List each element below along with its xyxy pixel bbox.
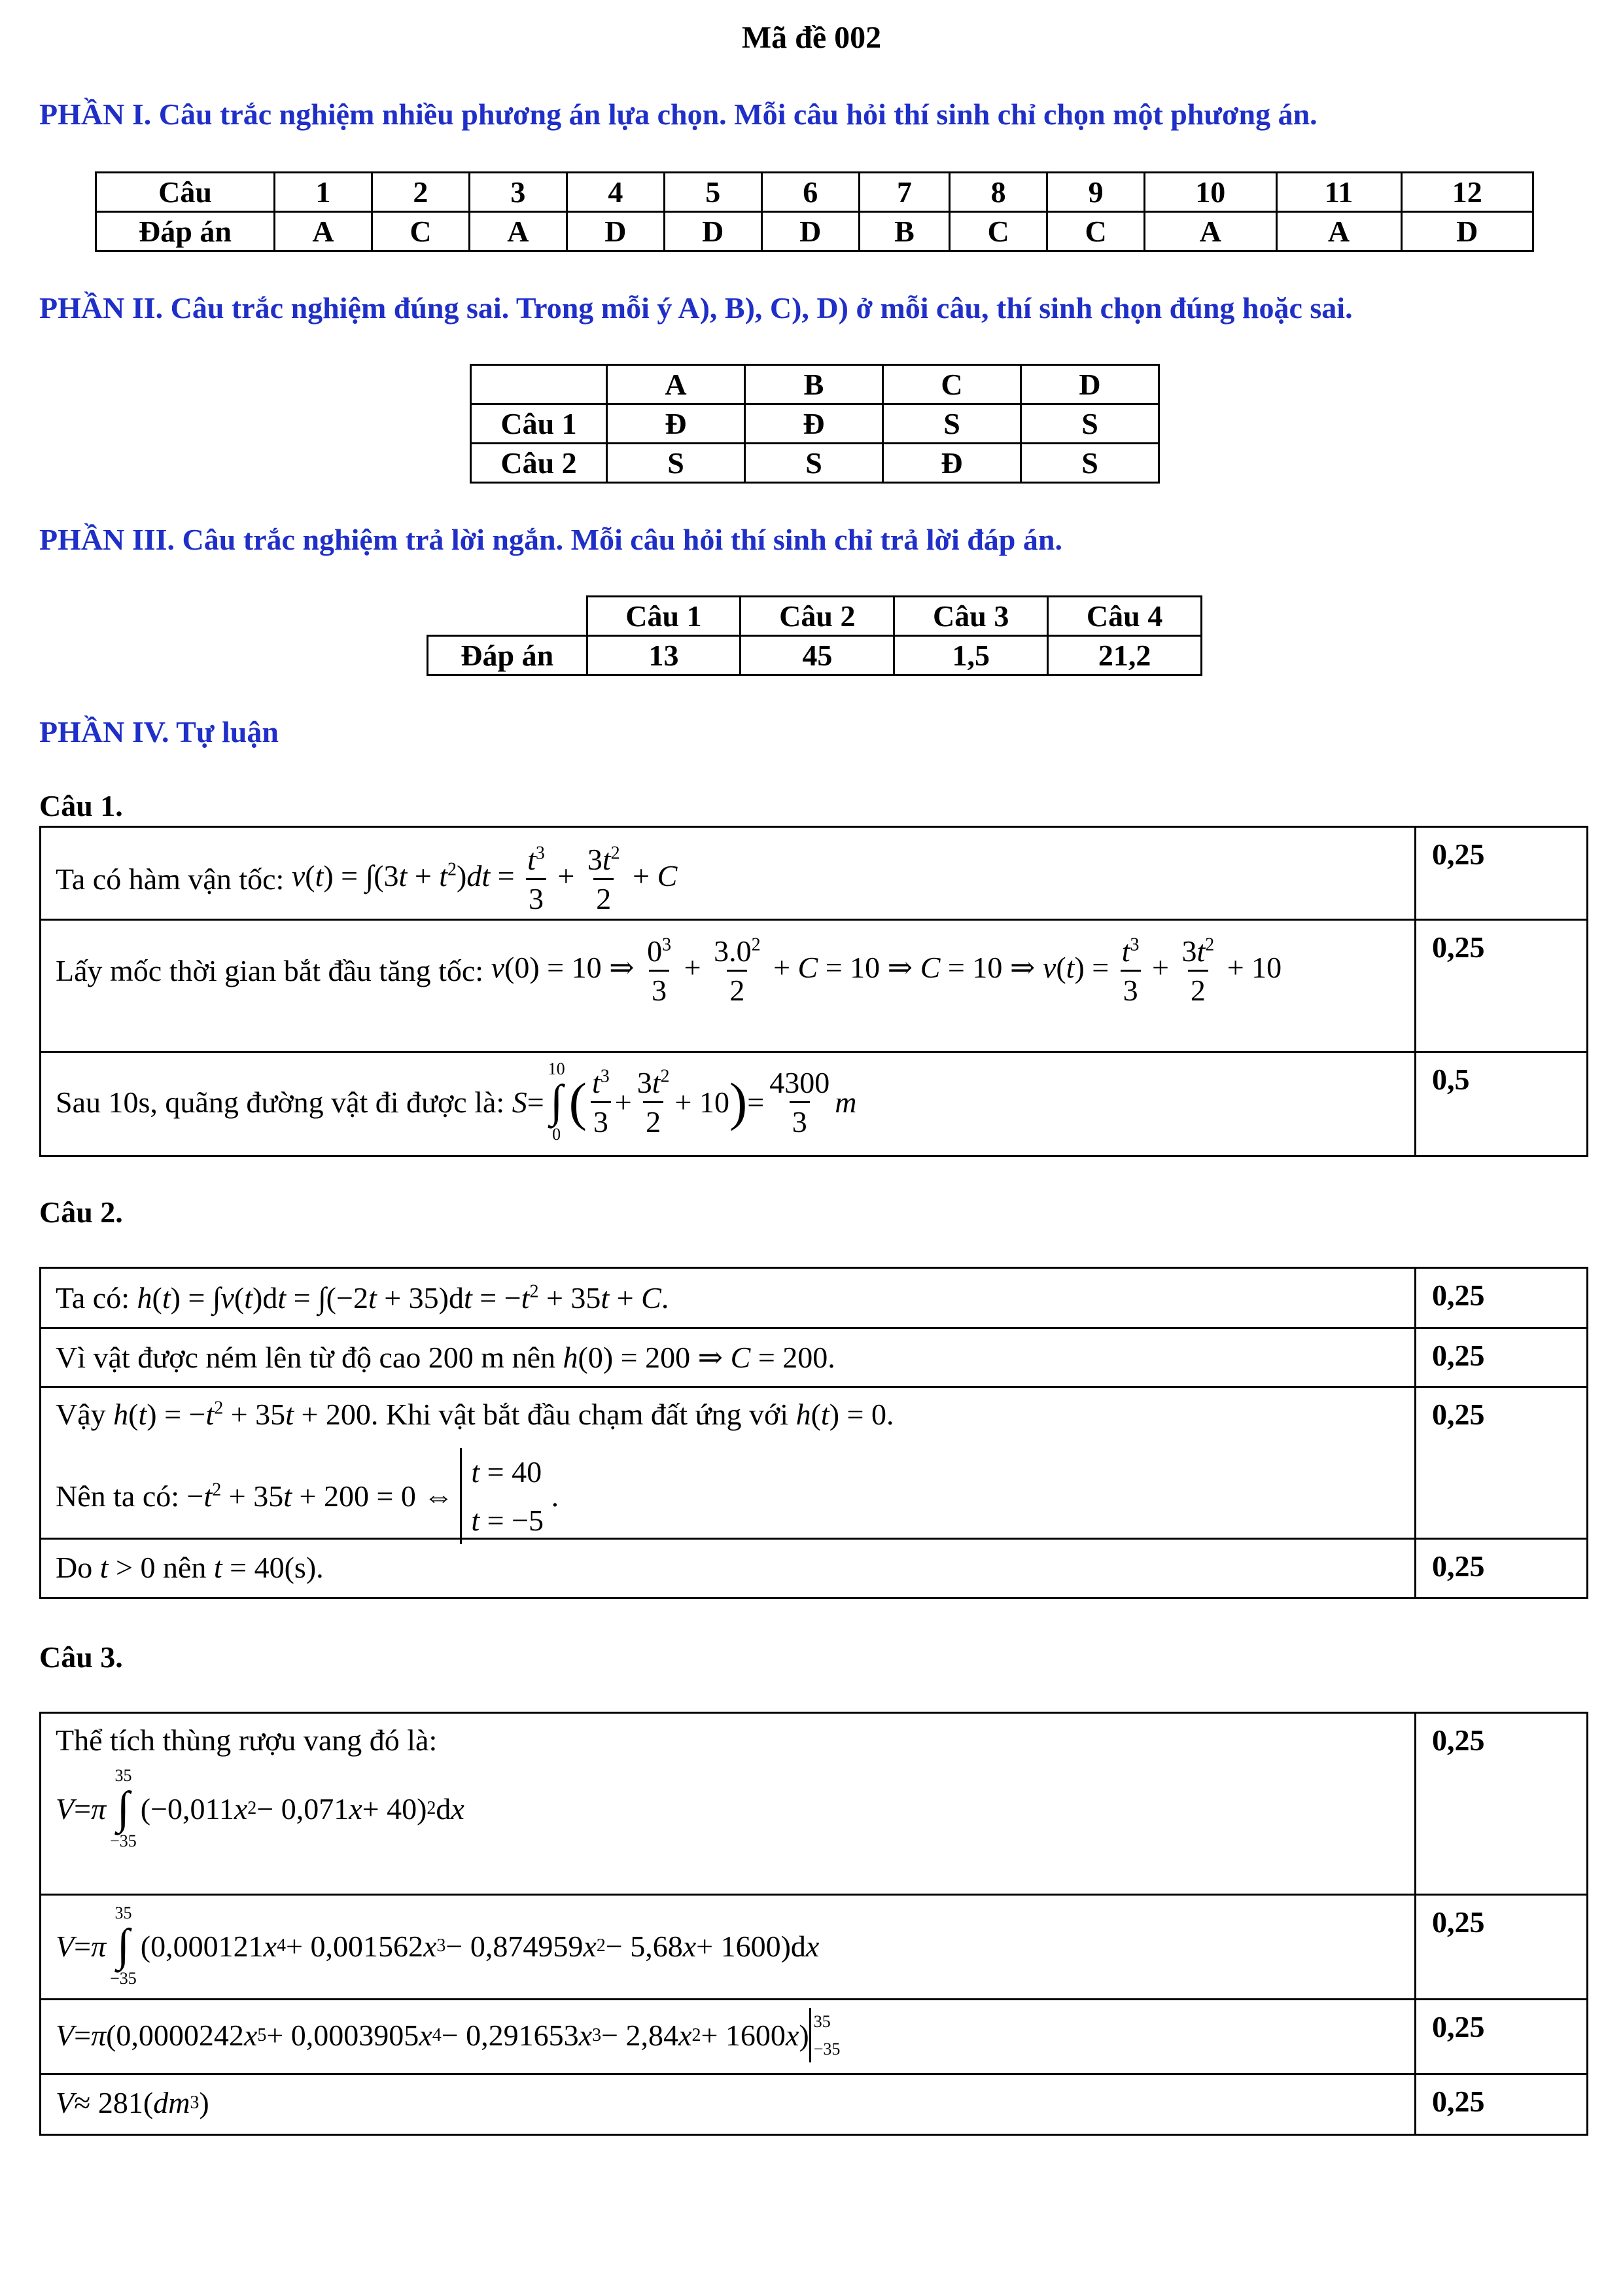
q1-step-2-text: Lấy mốc thời gian bắt đầu tăng tốc: bbox=[56, 954, 484, 987]
q3-antiderivative: V = π (0,0000242 x 5 + 0,0003905 x 4 − 0,291653 x 3 − 2,84 x 2 + 1600 x ) 35 −35 bbox=[56, 2008, 840, 2062]
part1-answer: D bbox=[664, 212, 761, 251]
q3-score-4: 0,25 bbox=[1432, 2085, 1485, 2118]
q2-step-4-line bbox=[56, 1550, 324, 1585]
q1-step-3-line bbox=[56, 1059, 856, 1144]
part2-cell: S bbox=[1021, 444, 1159, 483]
part1-question: 2 bbox=[372, 173, 469, 212]
q2-height-formula: $h(t) = \int v(t)dt = \int(-2t + 35)dt = -t^2 + 35t + C$. bbox=[137, 1281, 669, 1315]
part3-answer-table bbox=[427, 595, 1202, 676]
q2-quadratic-equation: $-t^2 + 35t + 200 = 0$ ⇔ bbox=[186, 1479, 454, 1513]
q2-step-3-line-2: Nên ta có: $-t^2 + 35t + 200 = 0$ ⇔ t = 40 t = −5 . bbox=[56, 1448, 559, 1544]
q2-initial-height-formula: h(0) = 200 ⇒ C = 200. bbox=[563, 1341, 835, 1374]
part1-question: 3 bbox=[469, 173, 567, 212]
part3-answer: 13 bbox=[587, 636, 741, 675]
part2-cell: S bbox=[745, 444, 883, 483]
part4-heading: PHẦN IV. Tự luận bbox=[39, 715, 279, 749]
part3-question: Câu 1 bbox=[587, 597, 741, 636]
q2-solution-system: t = 40 t = −5 bbox=[460, 1448, 544, 1544]
q3-solution-table bbox=[39, 1712, 1588, 2136]
q2-score-2: 0,25 bbox=[1432, 1339, 1485, 1372]
part2-row-label: Câu 1 bbox=[471, 404, 607, 444]
part2-cell: S bbox=[607, 444, 745, 483]
q1-score-2: 0,25 bbox=[1432, 930, 1485, 964]
part3-heading: PHẦN III. Câu trắc nghiệm trả lời ngắn. Mỗi câu hỏi thí sinh chỉ trả lời đáp án. bbox=[39, 523, 1062, 556]
q2-step-4-text-b: nên bbox=[162, 1551, 207, 1584]
q1-step-3 bbox=[41, 1053, 1586, 1155]
q2-step-1-line bbox=[56, 1280, 669, 1315]
q2-step-1 bbox=[41, 1269, 1586, 1329]
part1-question: 6 bbox=[761, 173, 859, 212]
q2-step-4 bbox=[41, 1540, 1586, 1597]
q2-step-3-text-a: Vậy bbox=[56, 1398, 106, 1431]
q1-distance-formula: S = 10 ∫ 0 ( $\frac{t^3}{3}$ + $\frac{3t^2}{2}$ + 10 ) = $\frac{4300}{3}$ m bbox=[512, 1059, 857, 1144]
part1-answer: A bbox=[275, 212, 372, 251]
q2-score-1: 0,25 bbox=[1432, 1279, 1485, 1312]
part1-answer-table bbox=[95, 171, 1534, 252]
part1-heading: PHẦN I. Câu trắc nghiệm nhiều phương án lựa chọn. Mỗi câu hỏi thí sinh chỉ chọn một phương án. bbox=[39, 97, 1318, 131]
part1-question: 1 bbox=[275, 173, 372, 212]
part1-answer: A bbox=[1145, 212, 1276, 251]
q2-ground-condition: h(t) = 0. bbox=[795, 1398, 894, 1431]
part2-column: D bbox=[1021, 365, 1159, 404]
part3-question: Câu 3 bbox=[894, 597, 1048, 636]
q3-label: Câu 3. bbox=[39, 1640, 123, 1674]
q2-step-3-text-b: . Khi vật bắt đầu chạm đất ứng với bbox=[370, 1398, 789, 1431]
q2-step-3-line-1 bbox=[56, 1397, 894, 1432]
q1-step-2 bbox=[41, 921, 1586, 1053]
part2-cell: Đ bbox=[607, 404, 745, 444]
q1-step-1-text: Ta có hàm vận tốc: bbox=[56, 862, 285, 896]
q2-label: Câu 2. bbox=[39, 1195, 123, 1229]
part2-cell: S bbox=[883, 404, 1021, 444]
q1-score-1: 0,25 bbox=[1432, 838, 1485, 871]
q3-score-1: 0,25 bbox=[1432, 1723, 1485, 1757]
q2-solution-table bbox=[39, 1267, 1588, 1599]
part1-question: 11 bbox=[1276, 173, 1401, 212]
q2-step-1-text: Ta có: bbox=[56, 1281, 130, 1315]
part1-answer: B bbox=[859, 212, 949, 251]
part1-answer: C bbox=[950, 212, 1047, 251]
q3-step-3 bbox=[41, 2000, 1586, 2075]
q3-step-4 bbox=[41, 2075, 1586, 2134]
part2-cell: Đ bbox=[745, 404, 883, 444]
q2-step-4-text-a: Do bbox=[56, 1551, 93, 1584]
exam-code-title: Mã đề 002 bbox=[741, 20, 882, 55]
q2-step-3 bbox=[41, 1388, 1586, 1540]
q1-velocity-formula: $v(t) = \int(3t + t^2)dt$ = $\frac{t^3}{3}$ + $\frac{3t^2}{2}$ + C bbox=[291, 843, 678, 915]
part3-answer-label: Đáp án bbox=[428, 636, 587, 675]
q3-step-1 bbox=[41, 1714, 1586, 1896]
q1-step-1 bbox=[41, 828, 1586, 921]
q1-solution-table bbox=[39, 826, 1588, 1157]
q2-final-answer: t = 40(s). bbox=[213, 1551, 324, 1584]
part2-corner bbox=[471, 365, 607, 404]
part1-question: 5 bbox=[664, 173, 761, 212]
part1-answer: C bbox=[1047, 212, 1145, 251]
part1-answer: A bbox=[469, 212, 567, 251]
q1-step-1-line bbox=[56, 842, 677, 916]
q2-step-2-text: Vì vật được ném lên từ độ cao 200 m nên bbox=[56, 1340, 556, 1374]
part1-question: 7 bbox=[859, 173, 949, 212]
q3-step-2 bbox=[41, 1896, 1586, 2000]
q1-initial-condition-formula: v(0) = 10 ⇒ $\frac{0^3}{3}$ + $\frac{3.0^2}{2}$ + C = 10 ⇒ C = 10 ⇒ v(t) = $\frac{t^3}{3}$ + $\frac{3t^2}{2}$ + 10 bbox=[491, 934, 1282, 1007]
q2-step-2 bbox=[41, 1329, 1586, 1388]
part1-answer: D bbox=[761, 212, 859, 251]
part2-column: B bbox=[745, 365, 883, 404]
part2-cell: S bbox=[1021, 404, 1159, 444]
part1-question-label: Câu bbox=[96, 173, 275, 212]
part3-answer: 1,5 bbox=[894, 636, 1048, 675]
part2-row-label: Câu 2 bbox=[471, 444, 607, 483]
q1-step-2-line bbox=[56, 934, 1282, 1008]
part3-corner bbox=[428, 597, 587, 636]
part3-answer: 21,2 bbox=[1048, 636, 1202, 675]
q3-score-3: 0,25 bbox=[1432, 2010, 1485, 2043]
q2-score-4: 0,25 bbox=[1432, 1549, 1485, 1583]
part1-answer: D bbox=[1401, 212, 1533, 251]
q1-label: Câu 1. bbox=[39, 789, 123, 822]
part1-question: 10 bbox=[1145, 173, 1276, 212]
part1-question: 12 bbox=[1401, 173, 1533, 212]
part1-answer: C bbox=[372, 212, 469, 251]
part1-answer-label: Đáp án bbox=[96, 212, 275, 251]
part3-answer: 45 bbox=[741, 636, 894, 675]
q2-step-3-text-c: Nên ta có: bbox=[56, 1479, 180, 1513]
part2-cell: Đ bbox=[883, 444, 1021, 483]
q1-score-3: 0,5 bbox=[1432, 1063, 1470, 1096]
part2-heading: PHẦN II. Câu trắc nghiệm đúng sai. Trong mỗi ý A), B), C), D) ở mỗi câu, thí sinh chọn đúng hoặc sai. bbox=[39, 291, 1353, 325]
q2-height-function: $h(t) = -t^2 + 35t + 200$ bbox=[113, 1398, 371, 1431]
part3-question: Câu 2 bbox=[741, 597, 894, 636]
q3-volume-integral: V = π 35 ∫ −35 (−0,011 x 2 − 0,071 x + 40) 2 d x bbox=[56, 1766, 464, 1850]
part2-column: C bbox=[883, 365, 1021, 404]
q3-expanded-integral: V = π 35 ∫ −35 (0,000121 x 4 + 0,001562 x 3 − 0,874959 x 2 − 5,68 x + 1600)d x bbox=[56, 1903, 820, 1988]
part2-column: A bbox=[607, 365, 745, 404]
q2-step-2-line bbox=[56, 1339, 835, 1375]
q3-step-1-text: Thể tích thùng rượu vang đó là: bbox=[56, 1723, 438, 1757]
part1-answer: D bbox=[567, 212, 664, 251]
part1-question: 8 bbox=[950, 173, 1047, 212]
part1-question: 4 bbox=[567, 173, 664, 212]
part1-question: 9 bbox=[1047, 173, 1145, 212]
part3-question: Câu 4 bbox=[1048, 597, 1202, 636]
q2-positive-condition: t > 0 bbox=[99, 1551, 156, 1584]
q3-score-2: 0,25 bbox=[1432, 1905, 1485, 1939]
q2-score-3: 0,25 bbox=[1432, 1398, 1485, 1431]
part2-answer-table bbox=[470, 364, 1160, 484]
part1-answer: A bbox=[1276, 212, 1401, 251]
q3-final-volume: V ≈ 281( dm 3 ) bbox=[56, 2086, 209, 2119]
q1-step-3-text: Sau 10s, quãng đường vật đi được là: bbox=[56, 1085, 505, 1119]
